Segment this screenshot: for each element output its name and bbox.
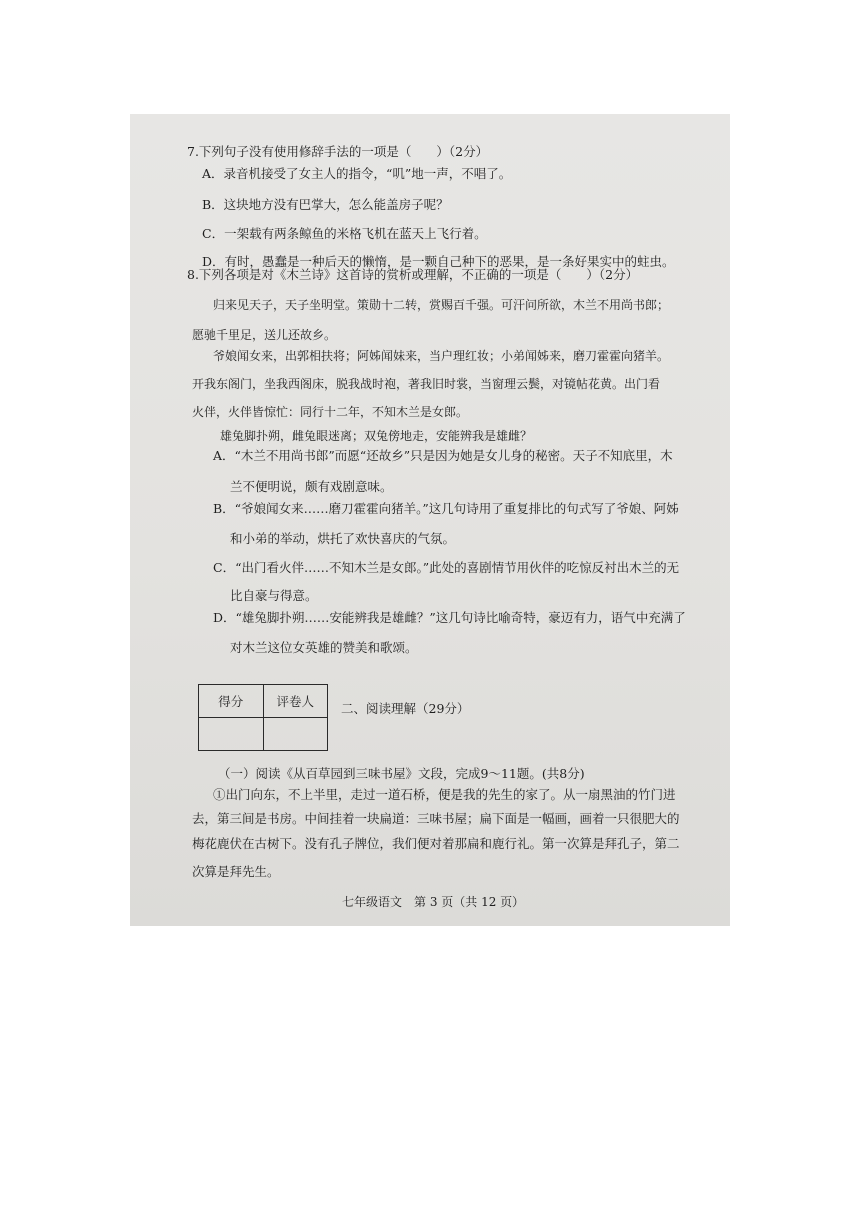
score-table [198, 684, 328, 751]
poem-line: 雄兔脚扑朔，雌兔眼迷离；双兔傍地走，安能辨我是雄雌？ [220, 429, 533, 443]
question-8-stem: 8.下列各项是对《木兰诗》这首诗的赏析或理解，不正确的一项是（ ）（2分） [187, 267, 639, 282]
question-8-option-d: D．“雄兔脚扑朔……安能辨我是雄雌？”这几句诗比喻奇特，豪迈有力，语气中充满了 [213, 610, 686, 625]
poem-line: 爷娘闻女来，出郭相扶将；阿姊闻妹来，当户理红妆；小弟闻姊来，磨刀霍霍向猪羊。 [213, 349, 670, 363]
poem-line: 开我东阁门，坐我西阁床，脱我战时袍，著我旧时裳，当窗理云鬓，对镜帖花黄。出门看 [192, 377, 661, 391]
question-8-option-d-cont: 对木兰这位女英雄的赞美和歌颂。 [230, 640, 418, 655]
poem-line: 归来见天子，天子坐明堂。策勋十二转，赏赐百千强。可汗问所欲，木兰不用尚书郎； [213, 298, 670, 312]
passage-1-line: 梅花鹿伏在古树下。没有孔子牌位，我们便对着那扁和鹿行礼。第一次算是拜孔子，第二 [192, 836, 680, 851]
question-7-option-d: D．有时，愚蠢是一种后天的懒惰，是一颗自己种下的恶果，是一条好果实中的蛀虫。 [202, 254, 675, 269]
question-8-option-c: C．“出门看火伴……不知木兰是女郎。”此处的喜剧情节用伙伴的吃惊反衬出木兰的无 [213, 560, 680, 575]
exam-page-photo [130, 114, 730, 926]
passage-1-line: 次算是拜先生。 [192, 864, 280, 879]
grader-cell [263, 718, 328, 751]
page-footer: 七年级语文 第 3 页（共 12 页） [342, 895, 525, 909]
poem-line: 愿驰千里足，送儿还故乡。 [192, 328, 337, 342]
score-header: 得分 [199, 685, 264, 718]
question-8-option-a-cont: 兰不便明说，颇有戏剧意味。 [230, 479, 393, 494]
passage-1-line: ①出门向东，不上半里，走过一道石桥，便是我的先生的家了。从一扇黑油的竹门进 [213, 787, 676, 802]
question-8-option-c-cont: 比自豪与得意。 [230, 588, 318, 603]
question-8-option-a: A．“木兰不用尚书郎”而愿“还故乡”只是因为她是女儿身的秘密。天子不知底里，木 [213, 448, 673, 463]
passage-1-line: 去，第三间是书房。中间挂着一块扁道：三味书屋；扁下面是一幅画，画着一只很肥大的 [192, 811, 680, 826]
question-8-option-b: B．“爷娘闻女来……磨刀霍霍向猪羊。”这几句诗用了重复排比的句式写了爷娘、阿姊 [213, 501, 679, 516]
question-7-option-b: B．这块地方没有巴掌大，怎么能盖房子呢？ [202, 197, 449, 212]
passage-1-intro: （一）阅读《从百草园到三味书屋》文段，完成9～11题。(共8分) [218, 766, 585, 781]
section-2-title: 二、阅读理解（29分） [341, 701, 470, 716]
poem-line: 火伴，火伴皆惊忙：同行十二年，不知木兰是女郎。 [192, 405, 469, 419]
question-7-option-a: A．录音机接受了女主人的指令，“叽”地一声，不唱了。 [202, 166, 512, 181]
score-cell [199, 718, 264, 751]
question-7-stem: 7.下列句子没有使用修辞手法的一项是（ ）（2分） [187, 144, 489, 159]
grader-header: 评卷人 [263, 685, 328, 718]
question-8-option-b-cont: 和小弟的举动，烘托了欢快喜庆的气氛。 [230, 531, 456, 546]
question-7-option-c: C．一架载有两条鲸鱼的米格飞机在蓝天上飞行着。 [202, 226, 487, 241]
